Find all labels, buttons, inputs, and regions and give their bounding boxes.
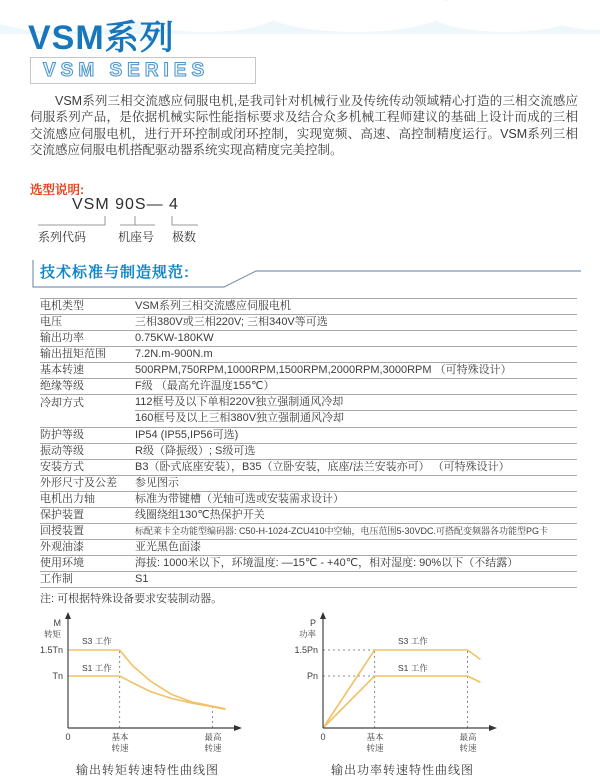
x-tick-zero: 0 xyxy=(320,732,326,742)
spec-value: 海拔: 1000米以下，环境温度: —15℃ - +40℃，相对湿度: 90%以下（不结露） xyxy=(135,556,519,569)
x-axis-arrow xyxy=(234,725,242,731)
curve-S3 工作 xyxy=(68,650,225,709)
label-frame-number: 机座号 xyxy=(118,230,155,244)
torque-chart-caption: 输出转矩转速特性曲线图 xyxy=(75,763,219,777)
series-label-s1: S1 工作 xyxy=(82,663,112,673)
table-row xyxy=(40,395,577,428)
spec-value: 160框号及以上三相380V独立强制通风冷却 xyxy=(135,412,345,425)
model-breakdown-labels xyxy=(30,228,270,244)
spec-label: 安装方式 xyxy=(40,460,84,473)
table-row xyxy=(40,444,577,460)
y-axis-label: M xyxy=(53,618,61,628)
spec-value: VSM系列三相交流感应伺服电机 xyxy=(135,300,291,312)
y-tick-label: Tn xyxy=(52,671,63,681)
table-row xyxy=(40,540,577,556)
x-tick-zero: 0 xyxy=(65,732,71,742)
power-chart-caption: 输出功率转速特性曲线图 xyxy=(330,763,474,777)
spec-value: 500RPM,750RPM,1000RPM,1500RPM,2000RPM,3000RPM （可特殊设计） xyxy=(135,364,512,376)
spec-label: 保护装置 xyxy=(40,508,84,521)
spec-table xyxy=(40,298,577,588)
x-tick-base-speed: 基本 xyxy=(111,732,129,742)
y-axis-label: P xyxy=(309,618,316,628)
spec-value: 线圈绕组130℃热保护开关 xyxy=(135,508,265,521)
cloud-shape xyxy=(260,0,450,32)
table-row xyxy=(40,347,577,363)
table-row xyxy=(40,572,577,588)
spec-label: 使用环境 xyxy=(40,556,84,569)
spec-value: 112框号及以下单相220V独立强制通风冷却 xyxy=(135,395,577,411)
table-row xyxy=(40,476,577,492)
charts-row xyxy=(30,610,520,778)
power-speed-chart xyxy=(285,610,520,778)
table-row xyxy=(40,556,577,572)
x-tick-base-speed: 基本 xyxy=(366,732,384,742)
spec-label: 绝缘等级 xyxy=(40,380,84,392)
table-row xyxy=(40,524,577,540)
torque-speed-plot xyxy=(30,610,265,756)
spec-value: 三相380V或三相220V; 三相340V等可选 xyxy=(135,316,328,328)
table-row xyxy=(40,315,577,331)
spec-label: 外观油漆 xyxy=(40,540,84,553)
spec-value: 7.2N.m-900N.m xyxy=(135,348,213,360)
model-breakdown-lines xyxy=(30,215,270,228)
table-row xyxy=(40,299,577,315)
spec-value: IP54 (IP55,IP56可选) xyxy=(135,428,239,441)
model-code: VSM 90S— 4 xyxy=(72,196,179,213)
series-label-s1: S1 工作 xyxy=(398,663,428,673)
page-title: VSM系列 xyxy=(28,19,175,57)
y-tick-label: 1.5Pn xyxy=(294,645,318,655)
intro-paragraph: VSM系列三相交流感应伺服电机,是我司针对机械行业及传统传动领域精心打造的三相交流感应伺服系列产品，是依据机械实际性能指标要求及结合众多机械工程师建议的基础上设计而成的三相交流感应伺服电机，进行开环控制或闭环控制，实现宽频、高速、高控制精度运行。VSM系列三相交流感应伺服电机搭配驱动器系统实现高精度完美控制。 xyxy=(30,94,578,157)
y-axis-arrow xyxy=(320,612,326,619)
y-axis-label: 功率 xyxy=(298,629,316,639)
series-label-s3: S3 工作 xyxy=(398,636,428,646)
table-row xyxy=(40,331,577,347)
spec-value: B3（卧式底座安装），B35（立卧安装，底座/法兰安装亦可） （可特殊设计） xyxy=(135,460,510,473)
x-axis-arrow xyxy=(489,725,497,731)
curve-S3 工作 xyxy=(323,650,480,728)
table-row xyxy=(40,363,577,379)
y-axis-arrow xyxy=(65,612,71,619)
spec-value: R级（降振级）; S级可选 xyxy=(135,444,256,457)
spec-label: 电压 xyxy=(40,316,62,328)
spec-label: 回授装置 xyxy=(40,524,84,537)
x-tick-max-speed: 最高 xyxy=(459,732,477,742)
x-tick-max-speed: 转速 xyxy=(204,743,222,753)
spec-value: F级 （最高允许温度155℃） xyxy=(135,380,275,392)
label-series-code: 系列代码 xyxy=(38,230,87,244)
spec-value: 0.75KW-180KW xyxy=(135,332,214,344)
spec-value: S1 xyxy=(135,572,149,585)
power-speed-plot xyxy=(285,610,520,756)
table-row xyxy=(40,428,577,444)
spec-value: 参见图示 xyxy=(135,476,179,489)
spec-label: 电机出力轴 xyxy=(40,492,95,505)
spec-label: 冷却方式 xyxy=(40,397,84,409)
x-tick-max-speed: 转速 xyxy=(459,743,477,753)
spec-value: 标准为带键槽（光轴可选或安装需求设计） xyxy=(135,492,344,505)
selection-heading: 选型说明: xyxy=(30,183,85,197)
spec-label: 振动等级 xyxy=(40,444,84,457)
y-tick-label: Pn xyxy=(306,671,318,681)
table-row xyxy=(40,508,577,524)
series-label-s3: S3 工作 xyxy=(82,636,112,646)
spec-label: 电机类型 xyxy=(40,300,84,312)
spec-label: 输出功率 xyxy=(40,332,84,344)
x-tick-max-speed: 最高 xyxy=(204,732,222,742)
spec-label: 外形尺寸及公差 xyxy=(40,476,117,489)
table-row xyxy=(40,460,577,476)
spec-value-stack xyxy=(135,395,577,427)
table-row xyxy=(40,379,577,395)
series-banner-text: VSM SERIES xyxy=(43,59,210,81)
spec-value: 标配莱卡全功能型编码器: C50-H-1024-ZCU410中空轴，电压范围5-30VDC.可搭配变频器各功能型PG卡 xyxy=(135,525,549,536)
y-tick-label: 1.5Tn xyxy=(39,645,63,655)
curve-S1 工作 xyxy=(68,676,225,709)
y-axis-label: 转矩 xyxy=(43,629,61,639)
torque-speed-chart xyxy=(30,610,265,778)
x-tick-base-speed: 转速 xyxy=(366,743,384,753)
series-banner xyxy=(30,57,256,84)
spec-label: 基本转速 xyxy=(40,364,84,376)
spec-label: 防护等级 xyxy=(40,428,84,441)
table-footnote: 注: 可根据特殊设备要求安装制动器。 xyxy=(40,593,223,605)
spec-value: 亚光黑色面漆 xyxy=(135,540,201,553)
curve-S1 工作 xyxy=(323,676,480,728)
x-tick-base-speed: 转速 xyxy=(111,743,129,753)
table-row xyxy=(40,492,577,508)
spec-label: 工作制 xyxy=(40,572,73,585)
spec-label: 输出扭矩范围 xyxy=(40,348,106,360)
label-pole-count: 极数 xyxy=(172,230,197,244)
spec-section-heading: 技术标准与制造规范: xyxy=(40,264,190,281)
